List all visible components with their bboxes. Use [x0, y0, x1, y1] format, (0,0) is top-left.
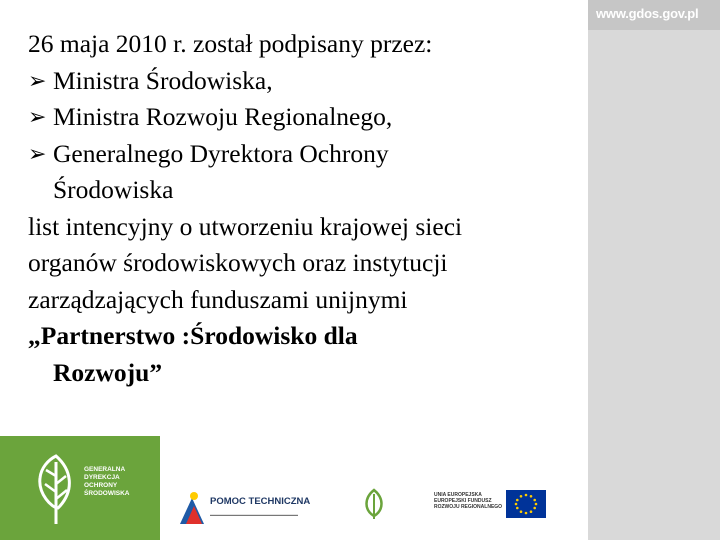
sidebar-header: [588, 0, 720, 30]
pomoc-techniczna-subline: ▬▬▬▬▬▬▬▬▬▬▬▬▬▬▬▬▬▬▬▬▬▬: [210, 512, 298, 517]
bullet-text: Ministra Środowiska,: [53, 65, 273, 95]
body-line: organów środowiskowych oraz instytucji: [28, 248, 448, 277]
body-line: zarządzających funduszami unijnymi: [28, 284, 408, 314]
bullet-text: Generalnego Dyrektora Ochrony: [53, 138, 389, 168]
partnership-title-continuation: Rozwoju”: [53, 357, 163, 387]
bullet-item: [28, 63, 588, 100]
website-url: www.gdos.gov.pl: [596, 6, 699, 21]
environment-leaf-icon: [360, 488, 388, 520]
partner-logos-strip: [170, 482, 550, 540]
slide-content: [28, 26, 588, 391]
gdos-logo-text: GENERALNA DYREKCJA OCHRONY ŚRODOWISKA: [84, 466, 130, 497]
bullet-item: [28, 136, 588, 173]
partnership-title: „Partnerstwo :Środowisko dla: [28, 321, 358, 350]
eu-logo-text: UNIA EUROPEJSKA EUROPEJSKI FUNDUSZ ROZWOJU REGIONALNEGO: [434, 492, 503, 510]
bullet-continuation: Środowiska: [53, 175, 174, 204]
arrow-bullet-icon: ➢: [28, 104, 47, 129]
pomoc-techniczna-label: POMOC TECHNICZNA: [210, 496, 311, 507]
body-line: list intencyjny o utworzeniu krajowej sieci: [28, 211, 463, 241]
arrow-bullet-icon: ➢: [28, 140, 47, 166]
bullet-text: Ministra Rozwoju Regionalnego,: [53, 102, 393, 131]
leaf-icon: [36, 454, 76, 526]
pomoc-techniczna-logo-icon: [178, 490, 208, 528]
bullet-item: [28, 99, 588, 136]
intro-text: 26 maja 2010 r. został podpisany przez:: [28, 29, 433, 58]
eu-flag-icon: [506, 490, 546, 518]
right-sidebar: [588, 0, 720, 540]
arrow-bullet-icon: ➢: [28, 67, 47, 93]
gdos-logo: [0, 436, 160, 540]
